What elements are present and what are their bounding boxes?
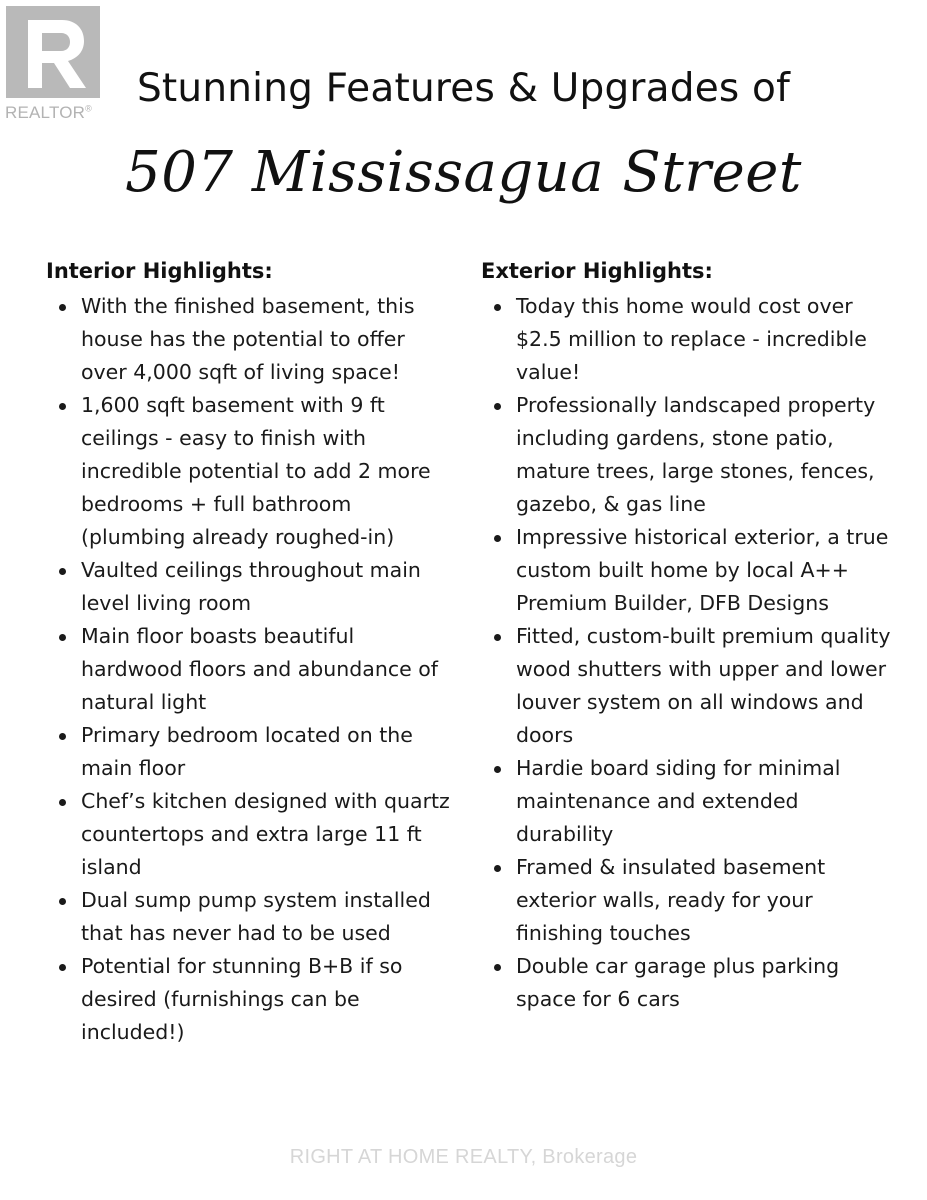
- list-item: Main floor boasts beautiful hardwood floors and abundance of natural light: [46, 620, 456, 719]
- list-item: Hardie board siding for minimal maintenance and extended durability: [481, 752, 901, 851]
- interior-highlights-heading: Interior Highlights:: [46, 259, 273, 283]
- page-title: Stunning Features & Upgrades of: [136, 66, 791, 111]
- list-item: Primary bedroom located on the main floor: [46, 719, 456, 785]
- list-item: Vaulted ceilings throughout main level living room: [46, 554, 456, 620]
- brokerage-watermark: RIGHT AT HOME REALTY, Brokerage: [289, 1146, 638, 1168]
- property-address-title: 507 Mississagua Street: [125, 140, 802, 205]
- exterior-highlights-heading: Exterior Highlights:: [481, 259, 713, 283]
- list-item: Impressive historical exterior, a true custom built home by local A++ Premium Builder, DFB Designs: [481, 521, 901, 620]
- exterior-highlights-section: [481, 256, 901, 1016]
- list-item: Framed & insulated basement exterior walls, ready for your finishing touches: [481, 851, 901, 950]
- list-item: Fitted, custom-built premium quality wood shutters with upper and lower louver system on all windows and doors: [481, 620, 901, 752]
- list-item: Today this home would cost over $2.5 million to replace - incredible value!: [481, 290, 901, 389]
- list-item: With the finished basement, this house has the potential to offer over 4,000 sqft of living space!: [46, 290, 456, 389]
- list-item: Potential for stunning B+B if so desired (furnishings can be included!): [46, 950, 456, 1049]
- list-item: Dual sump pump system installed that has never had to be used: [46, 884, 456, 950]
- interior-highlights-list: [46, 290, 456, 1049]
- list-item: 1,600 sqft basement with 9 ft ceilings - easy to finish with incredible potential to add 2 more bedrooms + full bathroom (plumbing already roughed-in): [46, 389, 456, 554]
- interior-highlights-section: [46, 256, 456, 1049]
- realtor-wordmark: REALTOR®: [5, 103, 92, 122]
- list-item: Double car garage plus parking space for 6 cars: [481, 950, 901, 1016]
- exterior-highlights-list: [481, 290, 901, 1016]
- list-item: Professionally landscaped property including gardens, stone patio, mature trees, large stones, fences, gazebo, & gas line: [481, 389, 901, 521]
- list-item: Chef’s kitchen designed with quartz countertops and extra large 11 ft island: [46, 785, 456, 884]
